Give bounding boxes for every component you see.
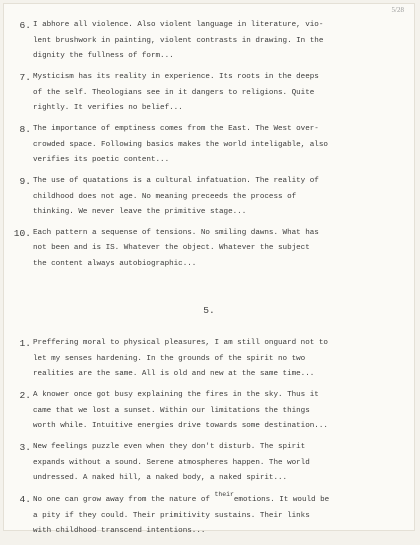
item-number: 8. xyxy=(19,123,31,135)
text-line: lent brushwork in painting, violent contrasts in drawing. In the xyxy=(33,36,324,45)
text-line: let my senses hardening. In the grounds of the spirit no two xyxy=(33,354,306,363)
text-line: worth while. Intuitive energies drive towards some destination... xyxy=(33,422,328,431)
item-number: 3. xyxy=(19,441,31,453)
text-line: Each pattern a sequense of tensions. No smiling dawns. What has xyxy=(33,228,319,237)
handwritten-insertion: their xyxy=(214,490,234,498)
list-item xyxy=(4,440,414,487)
item-number: 9. xyxy=(19,175,31,187)
list-item xyxy=(4,122,414,169)
aphorism-list-section-5 xyxy=(4,336,414,545)
text-segment: emotions. It would be xyxy=(233,495,330,504)
item-number: 10. xyxy=(13,227,31,239)
text-line: Preffering moral to physical pleasures, I am still onguard not to xyxy=(33,339,328,347)
text-line: The use of quatations is a cultural infatuation. The reality of xyxy=(33,176,319,185)
item-number: 2. xyxy=(19,389,31,401)
item-number: 1. xyxy=(19,338,31,349)
list-item xyxy=(4,492,414,540)
list-item xyxy=(4,70,414,117)
page-number: 5/28 xyxy=(391,6,404,14)
text-line: I abhore all violence. Also violent language in literature, vio- xyxy=(33,21,324,29)
text-line: verifies its poetic content... xyxy=(33,156,170,165)
text-line: crowded space. Following basics makes the world inteligable, also xyxy=(33,140,328,149)
text-line: with childhood transcend intentions... xyxy=(33,527,206,536)
text-line: Mysticism has its reality in experience. Its roots in the deeps xyxy=(33,72,319,81)
text-line: rightly. It verifies no belief... xyxy=(33,104,183,113)
text-line: expands without a sound. Serene atmospheres happen. The world xyxy=(33,458,310,467)
text-line: not been and is IS. Whatever the object. Whatever the subject xyxy=(33,244,310,253)
text-line: childhood does not age. No meaning preceeds the process of xyxy=(33,192,297,201)
text-line: The importance of emptiness comes from the East. The West over- xyxy=(33,124,319,133)
text-line: came that we lost a sunset. Within our limitations the things xyxy=(33,406,310,415)
section-heading: 5. xyxy=(203,305,215,316)
text-line: thinking. We never leave the primitive stage... xyxy=(33,208,247,217)
text-line: a pity if they could. Their primitivity sustains. Their links xyxy=(33,511,310,520)
item-number: 6. xyxy=(19,20,31,31)
item-number: 7. xyxy=(19,71,31,83)
text-line: New feelings puzzle even when they don't disturb. The spirit xyxy=(33,442,306,451)
aphorism-list-continued xyxy=(4,18,414,278)
list-item xyxy=(4,174,414,221)
text-line: realities are the same. All is old and new at the same time... xyxy=(33,370,315,379)
list-item xyxy=(4,18,414,65)
list-item xyxy=(4,388,414,435)
text-line: undressed. A naked hill, a naked body, a naked spirit... xyxy=(33,474,288,483)
list-item xyxy=(4,226,414,273)
text-segment: No one can grow away from the nature of xyxy=(33,495,215,504)
document-page xyxy=(4,4,414,536)
text-line: A knower once got busy explaining the fires in the sky. Thus it xyxy=(33,390,319,399)
text-line: the content always autobiographic... xyxy=(33,260,197,269)
text-line xyxy=(33,492,406,509)
text-line: of the self. Theologians see in it dangers to religions. Quite xyxy=(33,88,315,97)
item-number: 4. xyxy=(19,493,31,505)
list-item xyxy=(4,336,414,383)
text-line: dignity the fullness of form... xyxy=(33,52,174,61)
